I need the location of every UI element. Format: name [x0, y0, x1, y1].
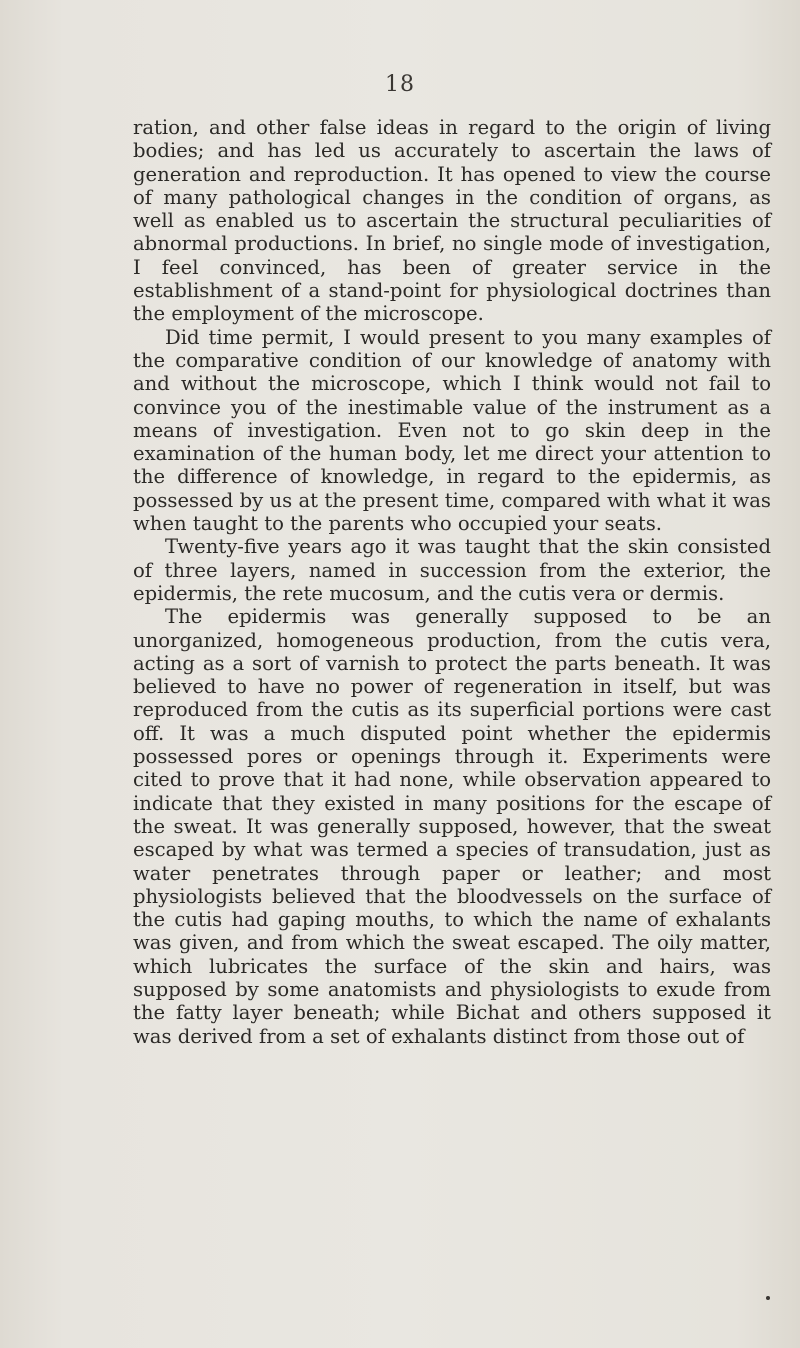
body-text: [133, 116, 771, 1048]
page-number: 18: [385, 72, 415, 97]
page-mark: [766, 1296, 770, 1300]
paragraph-epidermis: The epidermis was generally supposed to be an unorganized, homogeneous production, from the cutis vera, acting as a sort of varnish to protect the parts beneath. It was believed to have no power of regeneration in itself, but was reproduced from the cutis as its superficial portions were cast off. It was a much disputed point whether the epidermis possessed pores or openings through it. Experiments were cited to prove that it had none, while observation appeared to indicate that they existed in many positions for the escape of the sweat. It was generally supposed, however, that the sweat escaped by what was termed a species of transudation, just as water penetrates through paper or leather; and most physiologists believed that the bloodvessels on the surface of the cutis had gaping mouths, to which the name of exhalants was given, and from which the sweat escaped. The oily matter, which lubricates the surface of the skin and hairs, was supposed by some anatomists and physiologists to exude from the fatty layer beneath; while Bichat and others supposed it was derived from a set of exhalants distinct from those out of: [133, 605, 771, 1048]
paragraph-microscope-examples: Did time permit, I would present to you many examples of the comparative condition of our knowledge of anatomy with and without the microscope, which I think would not fail to convince you of the inestimable value of the instrument as a means of investigation. Even not to go skin deep in the examination of the human body, let me direct your attention to the difference of knowledge, in regard to the epidermis, as possessed by us at the present time, compared with what it was when taught to the parents who occupied your seats.: [133, 325, 771, 536]
paragraph-skin-layers: Twenty-five years ago it was taught that the skin consisted of three layers, named in succession from the exterior, the epidermis, the rete mucosum, and the cutis vera or dermis.: [133, 535, 771, 605]
paragraph-continuation: ration, and other false ideas in regard to the origin of living bodies; and has led us accurately to ascertain the laws of generation and reproduction. It has opened to view the course of many pathological changes in the condition of organs, as well as enabled us to ascertain the structural peculiarities of abnormal productions. In brief, no single mode of investigation, I feel convinced, has been of greater service in the establishment of a stand-point for physiological doctrines than the employment of the microscope.: [133, 116, 771, 326]
